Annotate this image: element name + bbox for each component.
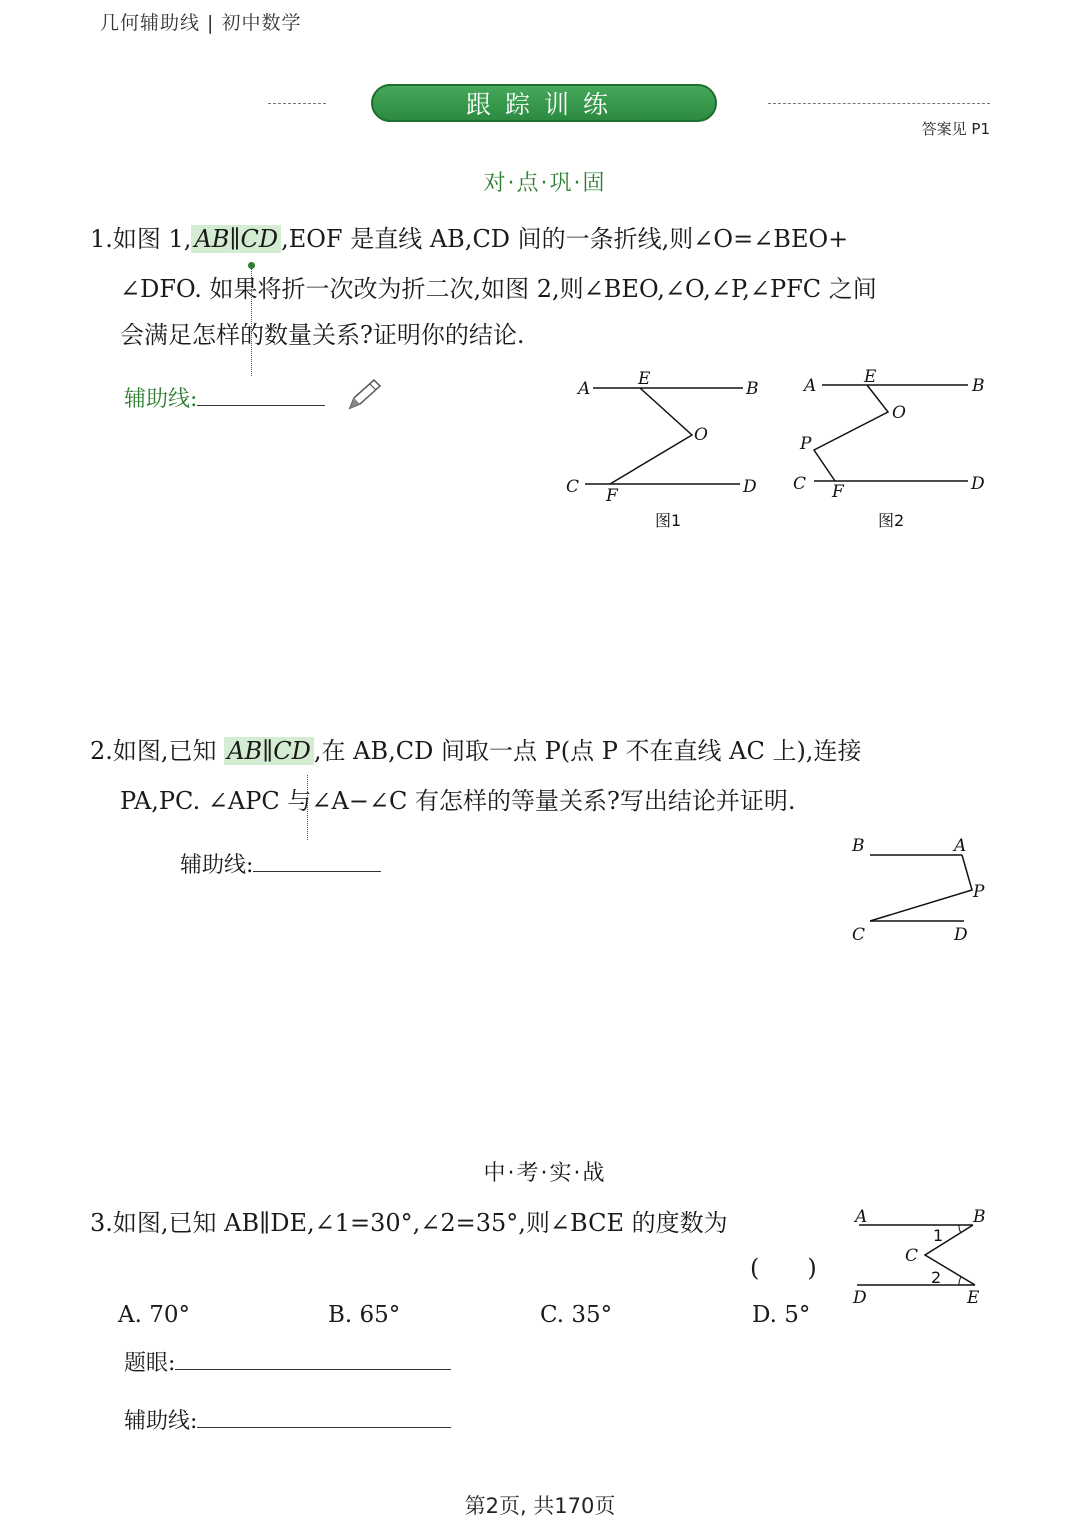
fig1-label-b: B	[746, 379, 759, 399]
fig2-label-d: D	[971, 474, 985, 494]
fig2-label-e: E	[864, 367, 877, 387]
question-3	[90, 1198, 850, 1248]
q3-choice-c[interactable]: C. 35°	[540, 1302, 613, 1328]
banner-right-rule	[768, 103, 990, 104]
q3-label-b: B	[973, 1207, 986, 1227]
q2-fold-line	[870, 855, 972, 921]
q2-label-p: P	[973, 882, 985, 902]
q3-helper-blank[interactable]	[197, 1407, 451, 1428]
fig1-label-d: D	[743, 477, 757, 497]
q2-line-2: PA,PC. ∠APC 与∠A−∠C 有怎样的等量关系?写出结论并证明.	[120, 787, 796, 815]
q2-helper-line	[180, 848, 381, 879]
q1-number: 1.	[90, 225, 113, 253]
q2-label-d: D	[954, 925, 968, 945]
q3-label-e: E	[967, 1288, 980, 1308]
q1-helper-blank[interactable]	[197, 385, 325, 406]
q3-answer-paren[interactable]: ( )	[750, 1254, 817, 1282]
annotation-dotted-line-2	[307, 775, 308, 840]
q3-eye-blank[interactable]	[175, 1349, 451, 1370]
q1-helper-label: 辅助线:	[124, 387, 198, 412]
fig1-label-e: E	[638, 369, 651, 389]
q1-line1-rest: ,EOF 是直线 AB,CD 间的一条折线,则∠O=∠BEO+	[281, 225, 849, 253]
fig2-caption: 图2	[878, 511, 905, 530]
fig2-label-f: F	[832, 482, 844, 502]
book-header: 几何辅助线 | 初中数学	[100, 12, 302, 34]
fig2-label-o: O	[892, 403, 906, 423]
section-title-practice: 对·点·巩·固	[483, 171, 607, 196]
question-2	[90, 726, 995, 826]
q2-figure	[840, 830, 1000, 950]
fig1-fold-line	[610, 388, 692, 484]
fig2-label-p: P	[800, 434, 812, 454]
q1-line-2: ∠DFO. 如果将折一次改为折二次,如图 2,则∠BEO,∠O,∠P,∠PFC 之间	[120, 275, 877, 303]
section-banner: 跟踪训练	[371, 84, 717, 122]
fig1-label-f: F	[606, 486, 618, 506]
q3-label-angle-1: 1	[933, 1226, 944, 1245]
fig2-label-b: B	[972, 376, 985, 396]
q3-label-angle-2: 2	[931, 1268, 942, 1287]
q2-helper-blank[interactable]	[253, 851, 381, 872]
q1-highlight: AB∥CD	[191, 225, 281, 253]
fig2-label-a: A	[804, 376, 817, 396]
q3-label-a: A	[855, 1207, 868, 1227]
q1-line-3: 会满足怎样的数量关系?证明你的结论.	[120, 321, 525, 349]
q1-helper-line	[124, 382, 325, 413]
q2-number: 2.	[90, 737, 113, 765]
fig1-label-a: A	[578, 379, 591, 399]
q3-text: 如图,已知 AB∥DE,∠1=30°,∠2=35°,则∠BCE 的度数为	[112, 1209, 728, 1237]
q3-label-c: C	[905, 1246, 919, 1266]
fig1-label-o: O	[694, 425, 708, 445]
q2-line1-rest: ,在 AB,CD 间取一点 P(点 P 不在直线 AC 上),连接	[313, 737, 862, 765]
q3-choice-d[interactable]: D. 5°	[752, 1302, 811, 1328]
q2-highlight: AB∥CD	[224, 737, 314, 765]
pencil-icon	[346, 378, 382, 412]
q3-helper-label: 辅助线:	[124, 1409, 198, 1434]
q3-eye-label: 题眼:	[124, 1351, 176, 1376]
q2-label-b: B	[852, 836, 865, 856]
q3-eye-line	[124, 1346, 451, 1377]
fig1-caption: 图1	[655, 511, 682, 530]
q3-label-d: D	[853, 1288, 867, 1308]
q1-figure-2	[790, 365, 1000, 535]
q3-choice-a[interactable]: A. 70°	[118, 1302, 190, 1328]
q1-figure-1	[560, 365, 770, 535]
q3-number: 3.	[90, 1209, 113, 1237]
q3-choice-b[interactable]: B. 65°	[328, 1302, 401, 1328]
answer-reference: 答案见 P1	[921, 120, 990, 138]
q2-pre: 如图,已知	[112, 737, 217, 765]
q3-figure	[845, 1205, 995, 1310]
question-1	[90, 214, 995, 360]
q2-label-a: A	[954, 836, 967, 856]
fig2-fold-line	[814, 385, 888, 481]
q2-helper-label: 辅助线:	[180, 853, 254, 878]
section-title-exam: 中·考·实·战	[483, 1161, 607, 1186]
fig2-label-c: C	[793, 474, 807, 494]
q3-helper-line	[124, 1404, 451, 1435]
banner-left-rule	[268, 103, 326, 104]
q1-pre: 如图 1,	[112, 225, 192, 253]
fig1-label-c: C	[566, 477, 580, 497]
q2-label-c: C	[852, 925, 866, 945]
annotation-dotted-line	[251, 268, 252, 376]
q2-line-1	[90, 726, 995, 776]
page-footer: 第2页, 共170页	[464, 1494, 616, 1518]
q1-line-1	[90, 214, 995, 264]
